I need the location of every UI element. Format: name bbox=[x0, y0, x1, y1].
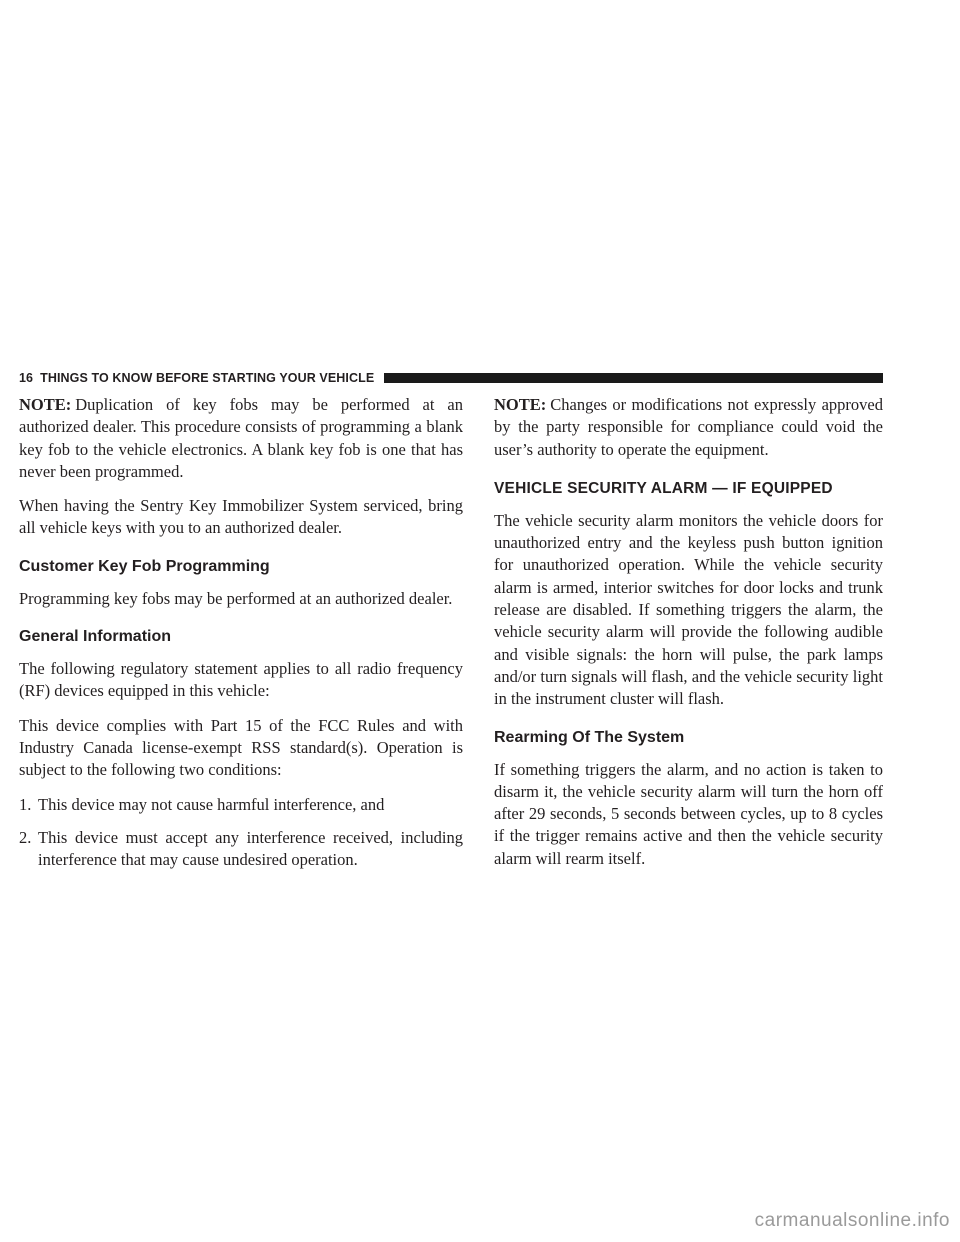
note-text: Duplication of key fobs may be performed at an authorized dealer. This procedure consists of programming a blank key fob to the vehicle electronics. A blank key fob is one that has never been programmed. bbox=[19, 395, 463, 481]
heading-customer-key-fob-programming: Customer Key Fob Programming bbox=[19, 557, 270, 575]
heading-general-information: General Information bbox=[19, 628, 172, 646]
heading-vehicle-security-alarm: VEHICLE SECURITY ALARM — IF EQUIPPED bbox=[494, 479, 833, 497]
page-number: 16 bbox=[19, 371, 34, 385]
list-item bbox=[19, 827, 463, 872]
watermark: carmanualsonline.info bbox=[754, 1210, 950, 1231]
paragraph-alarm: The vehicle security alarm monitors the vehicle doors for unauthorized entry and the keyless push button ignition for unauthorized operation. While the vehicle security alarm is armed, interior switches for door locks and trunk release are disabled. If something triggers the alarm, the vehicle security alarm will provide the following audible and visible signals: the horn will pulse, the park lamps and/or turn signals will flash, and the vehicle security light in the instrument cluster will flash. bbox=[494, 510, 883, 709]
heading-rearming: Rearming Of The System bbox=[494, 728, 685, 746]
note-label: NOTE: bbox=[494, 395, 547, 414]
list-item-number: 2. bbox=[19, 827, 32, 847]
list-item bbox=[19, 794, 463, 816]
list-item-number: 1. bbox=[19, 794, 32, 814]
left-column bbox=[19, 394, 463, 882]
section-title: THINGS TO KNOW BEFORE STARTING YOUR VEHICLE bbox=[40, 371, 375, 385]
conditions-list bbox=[19, 794, 463, 872]
list-item-text: This device must accept any interference received, including interference that may cause undesired operation. bbox=[38, 827, 463, 870]
right-column bbox=[494, 394, 883, 882]
paragraph-rearm: If something triggers the alarm, and no action is taken to disarm it, the vehicle security alarm will turn the horn off after 29 seconds, 5 seconds between cycles, up to 8 cycles if the trigger remains active and then the vehicle security alarm will rearm itself. bbox=[494, 759, 883, 868]
note-modifications bbox=[494, 394, 883, 461]
paragraph-service: When having the Sentry Key Immobilizer System serviced, bring all vehicle keys with you to an authorized dealer. bbox=[19, 496, 463, 538]
paragraph-general: The following regulatory statement applies to all radio frequency (RF) devices equipped in this vehicle: bbox=[19, 659, 463, 701]
paragraph-fcc: This device complies with Part 15 of the FCC Rules and with Industry Canada license-exempt RSS standard(s). Operation is subject to the following two conditions: bbox=[19, 715, 463, 780]
paragraph-customer: Programming key fobs may be performed at an authorized dealer. bbox=[19, 588, 453, 608]
note-text: Changes or modifications not expressly approved by the party responsible for compliance could void the user’s authority to operate the equipment. bbox=[494, 395, 883, 459]
header-rule bbox=[384, 373, 883, 383]
note-duplication bbox=[19, 394, 463, 483]
note-label: NOTE: bbox=[19, 395, 72, 414]
list-item-text: This device may not cause harmful interference, and bbox=[38, 794, 385, 814]
page-header bbox=[19, 370, 883, 386]
